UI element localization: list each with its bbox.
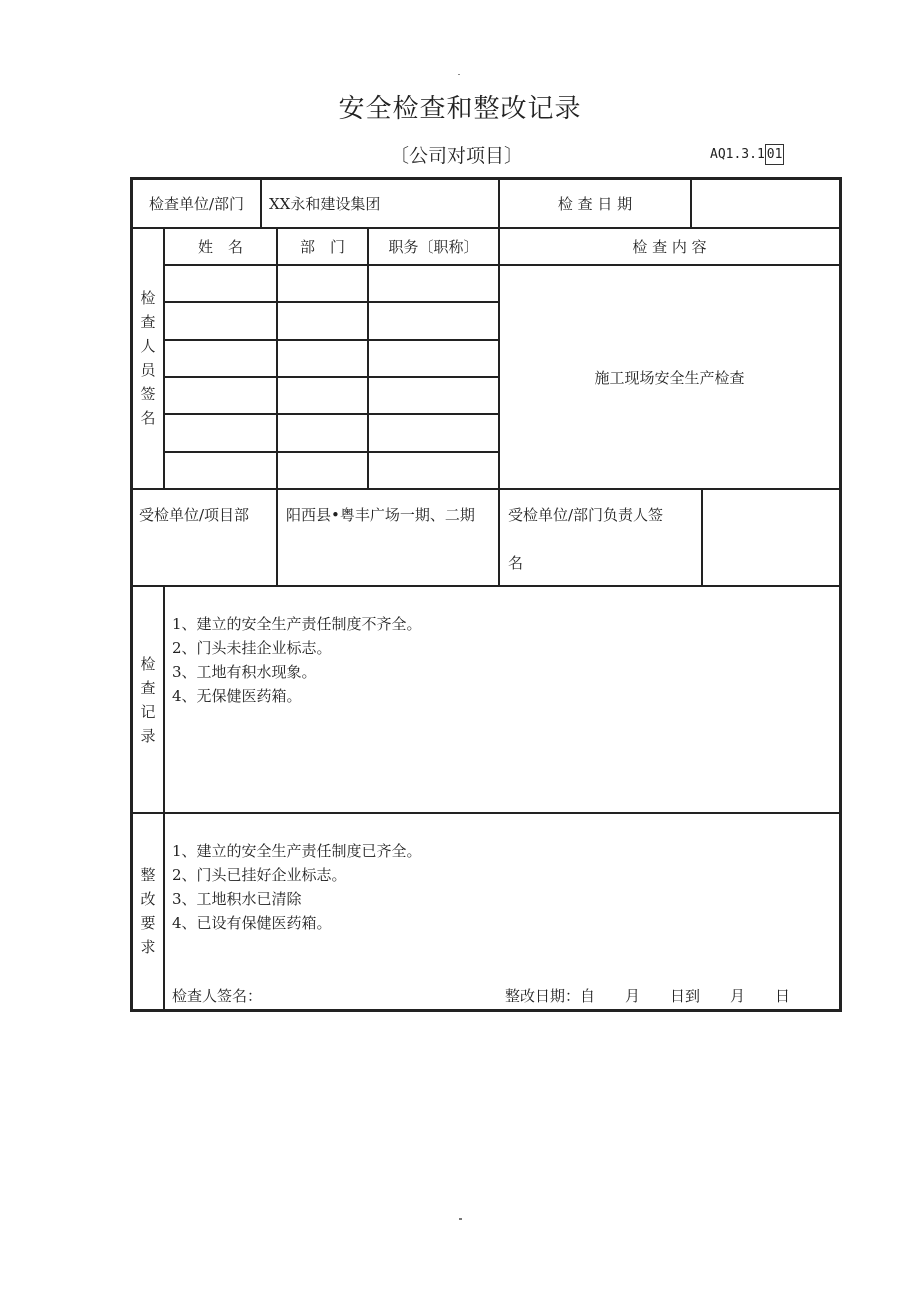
column-header-title: 职务〔职称〕 xyxy=(388,238,479,256)
rectify-item: 2、门头已挂好企业标志。 xyxy=(172,866,347,884)
footer-dot xyxy=(459,1218,462,1220)
inspector-dept-cell[interactable] xyxy=(278,341,367,376)
rectify-list xyxy=(172,839,832,935)
inspector-signature-label: 检查人签名： xyxy=(172,987,263,1005)
inspectors-side-label xyxy=(133,266,163,488)
record-item: 2、门头未挂企业标志。 xyxy=(172,639,332,657)
inspection-date-label: 检 查 日 期 xyxy=(557,195,633,213)
inspected-unit-value: 阳西县•粤丰广场一期、二期 xyxy=(286,506,475,524)
record-side-label xyxy=(133,652,163,748)
inspector-name-cell[interactable] xyxy=(165,303,276,339)
side-char: 录 xyxy=(140,727,156,745)
column-header-content: 检 查 内 容 xyxy=(632,238,707,256)
inspector-name-cell[interactable] xyxy=(165,341,276,376)
inspector-name-cell[interactable] xyxy=(165,415,276,451)
inspector-dept-cell[interactable] xyxy=(278,415,367,451)
side-char: 要 xyxy=(140,914,156,932)
rectify-item: 1、建立的安全生产责任制度已齐全。 xyxy=(172,842,422,860)
side-char: 员 xyxy=(140,361,156,379)
inspector-dept-cell[interactable] xyxy=(278,303,367,339)
inspector-title-cell[interactable] xyxy=(369,341,498,376)
inspecting-unit-value: XX永和建设集团 xyxy=(269,195,381,213)
record-item: 3、工地有积水现象。 xyxy=(172,663,317,681)
record-item: 4、无保健医药箱。 xyxy=(172,687,302,705)
inspection-content-value: 施工现场安全生产检查 xyxy=(594,368,745,387)
inspector-dept-cell[interactable] xyxy=(278,453,367,488)
header-dot xyxy=(458,74,460,75)
column-header-department: 部 门 xyxy=(299,238,345,256)
rectify-date-label: 整改日期：自 月 日到 月 日 xyxy=(505,987,791,1005)
rectify-item: 3、工地积水已清除 xyxy=(172,890,302,908)
leader-label-line2: 名 xyxy=(508,554,524,572)
leader-label-line1: 受检单位/部门负责人签 xyxy=(508,506,664,524)
inspector-title-cell[interactable] xyxy=(369,266,498,301)
side-char: 记 xyxy=(140,703,156,721)
side-char: 人 xyxy=(140,337,156,355)
inspection-date-field[interactable] xyxy=(692,180,839,227)
side-char: 整 xyxy=(140,866,156,884)
inspector-dept-cell[interactable] xyxy=(278,266,367,301)
inspector-name-cell[interactable] xyxy=(165,378,276,413)
inspector-title-cell[interactable] xyxy=(369,453,498,488)
side-char: 检 xyxy=(140,289,156,307)
inspector-title-cell[interactable] xyxy=(369,303,498,339)
side-char: 查 xyxy=(140,679,156,697)
inspected-unit-label: 受检单位/项目部 xyxy=(139,506,250,524)
inspector-dept-cell[interactable] xyxy=(278,378,367,413)
side-char: 签 xyxy=(140,385,156,403)
side-char: 检 xyxy=(140,655,156,673)
side-char: 名 xyxy=(140,409,156,427)
doc-no-prefix: AQ1.3.1 xyxy=(710,147,765,162)
doc-no-boxed: 01 xyxy=(765,144,785,165)
record-list xyxy=(172,612,832,708)
inspector-name-cell[interactable] xyxy=(165,266,276,301)
side-char: 查 xyxy=(140,313,156,331)
inspector-title-cell[interactable] xyxy=(369,378,498,413)
document-title: 安全检查和整改记录 xyxy=(338,94,582,124)
side-char: 改 xyxy=(140,890,156,908)
record-item: 1、建立的安全生产责任制度不齐全。 xyxy=(172,615,422,633)
rectify-side-label xyxy=(133,863,163,959)
inspected-leader-label xyxy=(508,504,701,528)
inspector-title-cell[interactable] xyxy=(369,415,498,451)
inspected-leader-signature-field[interactable] xyxy=(703,490,839,585)
side-char: 求 xyxy=(140,938,156,956)
inspecting-unit-label: 检查单位/部门 xyxy=(148,195,245,213)
rectify-item: 4、已设有保健医药箱。 xyxy=(172,914,332,932)
document-number xyxy=(710,147,784,162)
document-subtitle: 〔公司对项目〕 xyxy=(390,145,524,167)
inspector-name-cell[interactable] xyxy=(165,453,276,488)
column-header-name: 姓 名 xyxy=(197,238,243,256)
